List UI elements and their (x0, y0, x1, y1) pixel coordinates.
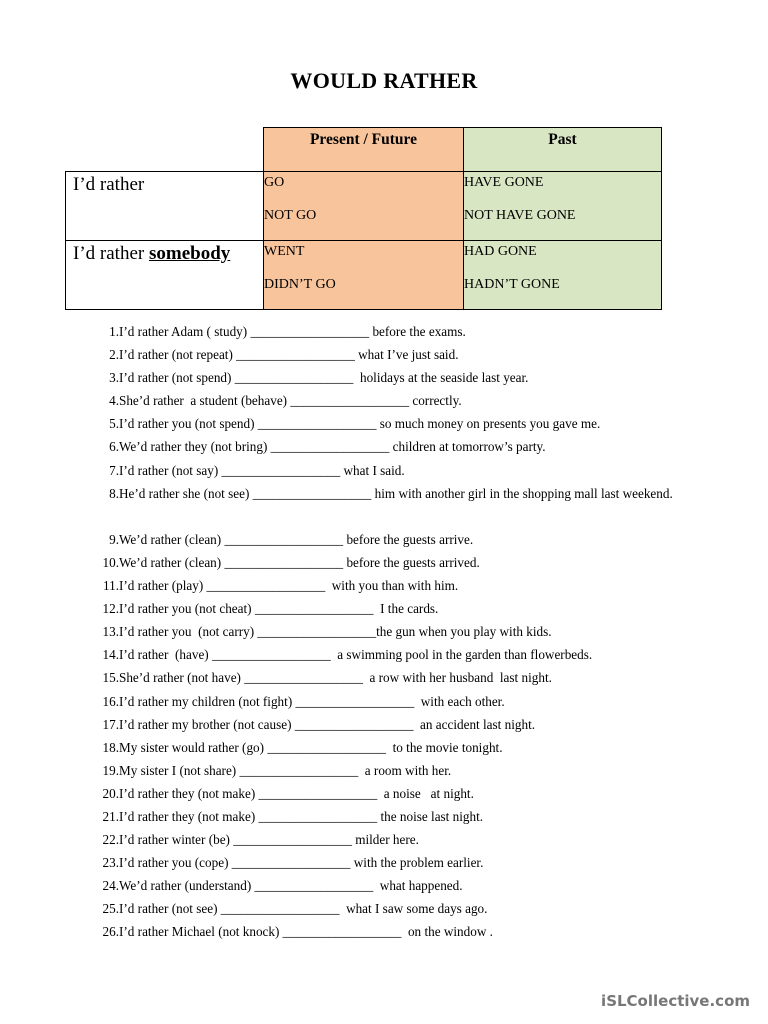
exercise-number: 2. (109, 347, 119, 363)
exercise-text: I’d rather (not say) __________________ what I said. (119, 462, 405, 478)
exercise-item (90, 897, 690, 920)
table-row (66, 241, 662, 310)
exercise-item (90, 366, 690, 389)
exercise-text: She’d rather a student (behave) __________________ correctly. (119, 393, 462, 409)
exercise-text: My sister I (not share) __________________ a room with her. (119, 762, 452, 778)
exercise-item (90, 643, 690, 666)
exercise-number: 25. (102, 901, 119, 917)
exercise-text: I’d rather you (not cheat) __________________ I the cards. (119, 601, 439, 617)
exercise-item (90, 597, 690, 620)
exercise-item (90, 690, 690, 713)
exercise-text: I’d rather (play) __________________ with you than with him. (119, 578, 459, 594)
exercise-text: I’d rather you (cope) __________________ with the problem earlier. (119, 855, 484, 871)
exercise-number: 9. (109, 531, 119, 547)
exercise-number: 26. (102, 924, 119, 940)
row-label-text: I’d rather (73, 243, 149, 264)
exercise-text: I’d rather Adam ( study) __________________ before the exams. (119, 324, 466, 339)
exercise-number: 5. (109, 416, 119, 432)
exercise-item (90, 874, 690, 897)
exercise-number: 13. (102, 624, 119, 640)
past-form: HAD GONE (464, 244, 537, 259)
exercise-item (90, 343, 690, 366)
present-forms-cell (264, 241, 464, 310)
exercise-item (90, 482, 690, 528)
exercise-number: 18. (102, 739, 119, 755)
exercise-item (90, 920, 690, 943)
exercise-text: We’d rather they (not bring) __________________ children at tomorrow’s party. (119, 439, 546, 455)
present-forms-cell (264, 172, 464, 241)
exercise-item (90, 459, 690, 482)
exercise-number: 14. (102, 647, 119, 663)
header-present-future: Present / Future (264, 128, 464, 172)
exercise-text: We’d rather (understand) __________________ what happened. (119, 878, 463, 894)
present-form-negative: DIDN’T GO (264, 277, 336, 292)
exercise-item (90, 782, 690, 805)
exercise-text: I’d rather you (not spend) __________________ so much money on presents you gave me. (119, 416, 601, 432)
exercise-item (90, 759, 690, 782)
present-form: GO (264, 175, 285, 190)
exercise-number: 24. (102, 878, 119, 894)
row-label-text: I’d rather (73, 174, 145, 195)
exercise-number: 15. (102, 670, 119, 686)
exercise-item (90, 574, 690, 597)
exercise-number: 16. (102, 693, 119, 709)
row-label (66, 241, 264, 310)
page-title: WOULD RATHER (290, 68, 478, 93)
exercise-number: 6. (109, 439, 119, 455)
exercise-number: 20. (102, 785, 119, 801)
exercise-text: I’d rather they (not make) __________________ a noise at night. (119, 785, 474, 801)
table-corner-cell (66, 128, 264, 172)
exercise-item (90, 435, 690, 458)
exercise-text: I’d rather you (not carry) __________________the gun when you play with kids. (119, 624, 552, 640)
exercise-item (90, 412, 690, 435)
exercise-number: 3. (109, 370, 119, 386)
exercise-number: 8. (109, 485, 119, 501)
table-row (66, 172, 662, 241)
past-form: HAVE GONE (464, 175, 544, 190)
exercise-list (90, 320, 690, 944)
past-forms-cell (464, 172, 662, 241)
present-form: WENT (264, 244, 305, 259)
present-form-negative: NOT GO (264, 208, 317, 223)
exercise-item (90, 828, 690, 851)
row-label (66, 172, 264, 241)
grammar-table (65, 127, 662, 310)
exercise-number: 17. (102, 716, 119, 732)
past-form-negative: HADN’T GONE (464, 277, 560, 292)
site-watermark: iSLCollective.com (601, 992, 750, 1010)
exercise-number: 7. (109, 462, 119, 478)
exercise-text: She’d rather (not have) __________________ a row with her husband last night. (119, 670, 552, 686)
exercise-item (90, 551, 690, 574)
exercise-item (90, 666, 690, 689)
exercise-text: My sister would rather (go) __________________ to the movie tonight. (119, 739, 503, 755)
exercise-item (90, 528, 690, 551)
header-past: Past (464, 128, 662, 172)
past-form-negative: NOT HAVE GONE (464, 208, 576, 223)
exercise-text: I’d rather they (not make) __________________ the noise last night. (119, 808, 484, 824)
exercise-text: He’d rather she (not see) __________________ him with another girl in the shopping mall last weekend. (119, 485, 673, 501)
exercise-number: 22. (102, 832, 119, 848)
exercise-number: 10. (102, 554, 119, 570)
exercise-text: I’d rather (have) __________________ a swimming pool in the garden than flowerbeds. (119, 647, 593, 663)
exercise-text: I’d rather my brother (not cause) __________________ an accident last night. (119, 716, 536, 732)
exercise-item (90, 736, 690, 759)
exercise-item (90, 805, 690, 828)
exercise-number: 11. (103, 578, 119, 594)
exercise-text: I’d rather winter (be) __________________ milder here. (119, 832, 419, 848)
exercise-item (90, 851, 690, 874)
exercise-number: 1. (109, 324, 119, 339)
exercise-item (90, 320, 690, 343)
exercise-text: I’d rather my children (not fight) __________________ with each other. (119, 693, 505, 709)
exercise-text: I’d rather (not repeat) __________________ what I’ve just said. (119, 347, 459, 363)
exercise-item (90, 620, 690, 643)
exercise-text: We’d rather (clean) __________________ before the guests arrive. (119, 531, 474, 547)
exercise-text: I’d rather (not spend) __________________ holidays at the seaside last year. (119, 370, 529, 386)
exercise-item (90, 713, 690, 736)
exercise-number: 12. (102, 601, 119, 617)
exercise-number: 23. (102, 855, 119, 871)
exercise-text: I’d rather Michael (not knock) __________________ on the window . (119, 924, 493, 940)
exercise-item (90, 389, 690, 412)
exercise-text: We’d rather (clean) __________________ before the guests arrived. (119, 554, 480, 570)
table-header-row (66, 128, 662, 172)
exercise-number: 4. (109, 393, 119, 409)
exercise-number: 21. (102, 808, 119, 824)
exercise-number: 19. (102, 762, 119, 778)
row-label-emphasis: somebody (148, 243, 231, 264)
past-forms-cell (464, 241, 662, 310)
exercise-text: I’d rather (not see) __________________ what I saw some days ago. (119, 901, 488, 917)
